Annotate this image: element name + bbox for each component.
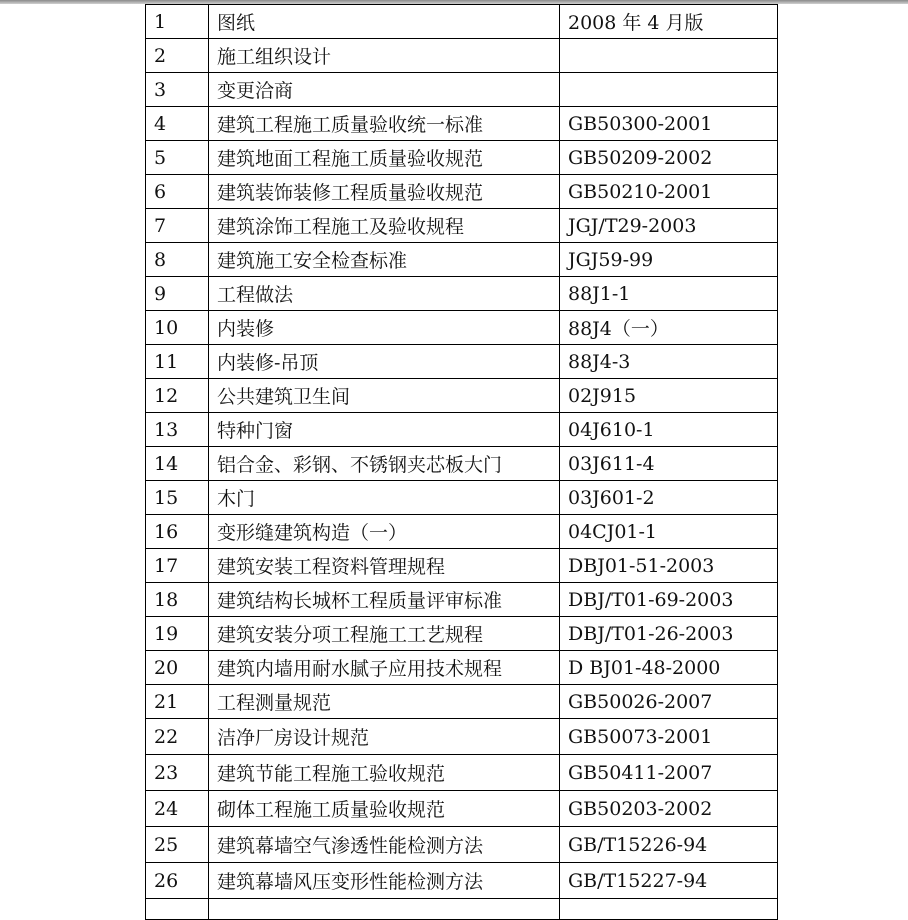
row-number: 2 [146,39,209,73]
table-row [146,413,778,447]
standard-code: GB/T15226-94 [560,827,778,863]
standard-code: GB/T15227-94 [560,863,778,899]
table-row [146,107,778,141]
standard-code: DBJ/T01-26-2003 [560,617,778,651]
table-row [146,73,778,107]
document-name: 公共建筑卫生间 [209,379,560,413]
table-row [146,141,778,175]
document-name: 建筑安装工程资料管理规程 [209,549,560,583]
document-name: 建筑施工安全检查标准 [209,243,560,277]
document-name: 内装修 [209,311,560,345]
document-name: 建筑幕墙风压变形性能检测方法 [209,863,560,899]
document-name: 建筑节能工程施工验收规范 [209,755,560,791]
row-number: 22 [146,719,209,755]
table-row [146,243,778,277]
row-number: 24 [146,791,209,827]
document-name: 木门 [209,481,560,515]
row-number: 18 [146,583,209,617]
standard-code: GB50300-2001 [560,107,778,141]
table-row [146,515,778,549]
document-name: 内装修-吊顶 [209,345,560,379]
row-number: 3 [146,73,209,107]
document-name: 施工组织设计 [209,39,560,73]
standard-code: 88J1-1 [560,277,778,311]
row-number: 14 [146,447,209,481]
document-name: 变更洽商 [209,73,560,107]
document-name: 建筑幕墙空气渗透性能检测方法 [209,827,560,863]
standard-code: 03J611-4 [560,447,778,481]
table-row [146,209,778,243]
document-name-empty [209,899,560,920]
row-number: 5 [146,141,209,175]
document-name: 工程做法 [209,277,560,311]
document-name: 建筑安装分项工程施工工艺规程 [209,617,560,651]
table-row [146,175,778,209]
document-name: 工程测量规范 [209,685,560,719]
row-number: 12 [146,379,209,413]
table-row [146,685,778,719]
standard-code: 2008 年 4 月版 [560,5,778,39]
standard-code: GB50411-2007 [560,755,778,791]
row-number: 11 [146,345,209,379]
standard-code: 88J4（一） [560,311,778,345]
table-row [146,583,778,617]
row-number: 13 [146,413,209,447]
standards-table [145,4,778,920]
table-row [146,827,778,863]
table-row [146,447,778,481]
standard-code: GB50203-2002 [560,791,778,827]
table-row [146,755,778,791]
document-name: 砌体工程施工质量验收规范 [209,791,560,827]
row-number: 10 [146,311,209,345]
table-row [146,345,778,379]
document-name: 建筑工程施工质量验收统一标准 [209,107,560,141]
standard-code: 02J915 [560,379,778,413]
table-row [146,277,778,311]
document-name: 建筑装饰装修工程质量验收规范 [209,175,560,209]
document-name: 图纸 [209,5,560,39]
document-name: 建筑地面工程施工质量验收规范 [209,141,560,175]
standard-code: DBJ01-51-2003 [560,549,778,583]
table-row [146,863,778,899]
table-row [146,719,778,755]
row-number: 21 [146,685,209,719]
standard-code: 88J4-3 [560,345,778,379]
row-number: 19 [146,617,209,651]
standard-code: 04J610-1 [560,413,778,447]
document-name: 建筑内墙用耐水腻子应用技术规程 [209,651,560,685]
standard-code: JGJ59-99 [560,243,778,277]
row-number: 26 [146,863,209,899]
table-row [146,39,778,73]
row-number-empty [146,899,209,920]
table-row [146,651,778,685]
document-name: 铝合金、彩钢、不锈钢夹芯板大门 [209,447,560,481]
standard-code: 03J601-2 [560,481,778,515]
standard-code: D BJ01-48-2000 [560,651,778,685]
document-name: 洁净厂房设计规范 [209,719,560,755]
standard-code: DBJ/T01-69-2003 [560,583,778,617]
row-number: 1 [146,5,209,39]
document-name: 建筑涂饰工程施工及验收规程 [209,209,560,243]
row-number: 7 [146,209,209,243]
row-number: 25 [146,827,209,863]
row-number: 6 [146,175,209,209]
table-row [146,549,778,583]
standard-code [560,73,778,107]
row-number: 9 [146,277,209,311]
standards-table-body [146,5,778,920]
row-number: 17 [146,549,209,583]
row-number: 23 [146,755,209,791]
document-name: 变形缝建筑构造（一） [209,515,560,549]
table-row [146,311,778,345]
row-number: 8 [146,243,209,277]
standard-code: JGJ/T29-2003 [560,209,778,243]
table-row [146,617,778,651]
standard-code: GB50026-2007 [560,685,778,719]
standard-code [560,39,778,73]
table-row [146,5,778,39]
row-number: 4 [146,107,209,141]
table-row [146,791,778,827]
row-number: 16 [146,515,209,549]
standard-code: 04CJ01-1 [560,515,778,549]
standard-code: GB50210-2001 [560,175,778,209]
document-name: 特种门窗 [209,413,560,447]
standard-code-empty [560,899,778,920]
standard-code: GB50209-2002 [560,141,778,175]
row-number: 20 [146,651,209,685]
document-name: 建筑结构长城杯工程质量评审标准 [209,583,560,617]
table-row [146,379,778,413]
table-row [146,481,778,515]
table-row-partial [146,899,778,920]
row-number: 15 [146,481,209,515]
standard-code: GB50073-2001 [560,719,778,755]
